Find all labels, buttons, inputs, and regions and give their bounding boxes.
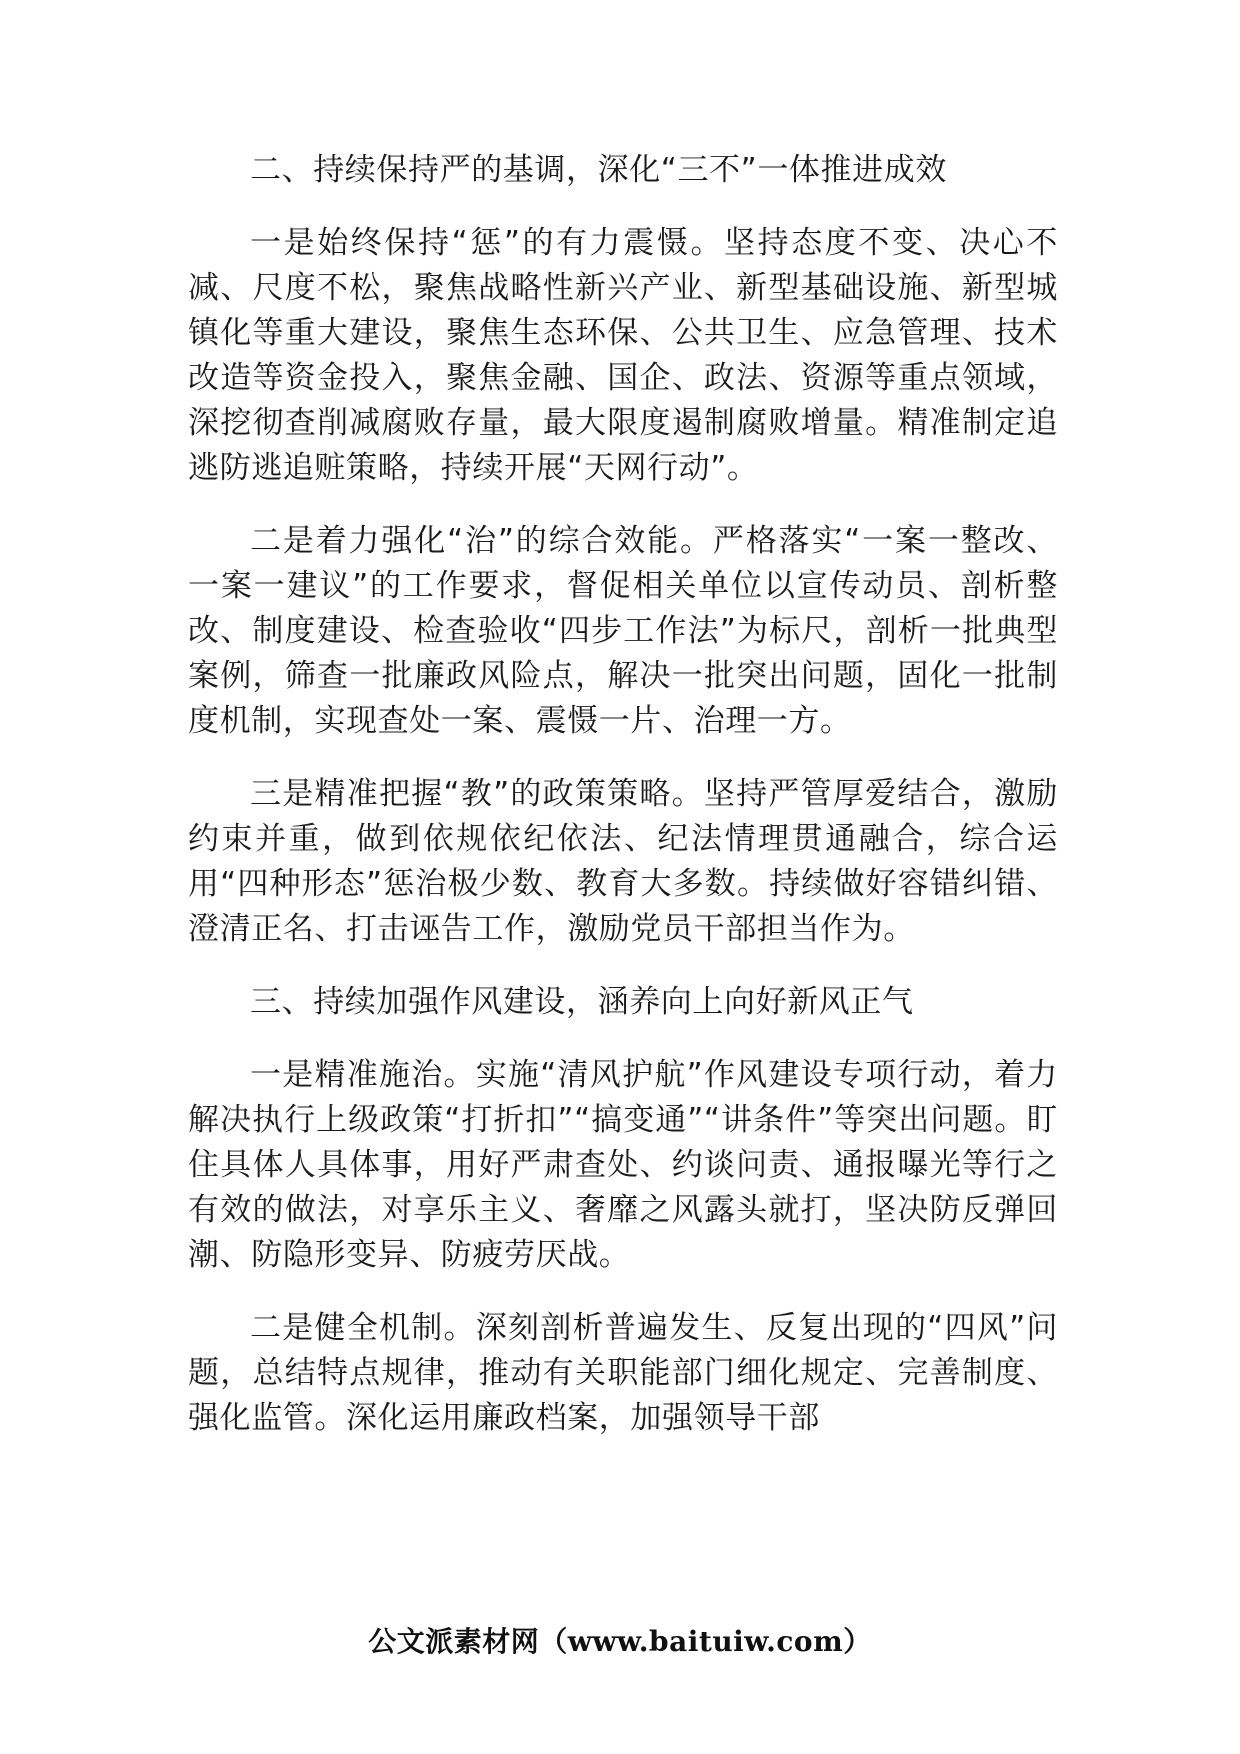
paragraph-precise-treatment: 一是精准施治。实施“清风护航”作风建设专项行动，着力解决执行上级政策“打折扣”“搞变通”“讲条件”等突出问题。盯住具体人具体事，用好严肃查处、约谈问责、通报曝光等行之有效的做法，对享乐主义、奢靡之风露头就打，坚决防反弹回潮、防隐形变异、防疲劳厌战。 [188,1057,1058,1273]
document-body [188,148,1058,1469]
footer-watermark: 公文派素材网（www.baituiw.com） [368,1625,872,1658]
paragraph-govern: 二是着力强化“治”的综合效能。严格落实“一案一整改、一案一建议”的工作要求，督促相关单位以宣传动员、剖析整改、制度建设、检查验收“四步工作法”为标尺，剖析一批典型案例，筛查一批廉政风险点，解决一批突出问题，固化一批制度机制，实现查处一案、震慑一片、治理一方。 [188,523,1058,739]
paragraph-improve-mechanism: 二是健全机制。深刻剖析普遍发生、反复出现的“四风”问题，总结特点规律，推动有关职能部门细化规定、完善制度、强化监管。深化运用廉政档案，加强领导干部 [188,1310,1058,1436]
section-heading-3: 三、持续加强作风建设，涵养向上向好新风正气 [250,984,914,1020]
paragraph-educate: 三是精准把握“教”的政策策略。坚持严管厚爱结合，激励约束并重，做到依规依纪依法、纪法情理贯通融合，综合运用“四种形态”惩治极少数、教育大多数。持续做好容错纠错、澄清正名、打击诬告工作，激励党员干部担当作为。 [188,776,1058,947]
section-heading-2: 二、持续保持严的基调，深化“三不”一体推进成效 [250,152,947,188]
paragraph-punish: 一是始终保持“惩”的有力震慑。坚持态度不变、决心不减、尺度不松，聚焦战略性新兴产业、新型基础设施、新型城镇化等重大建设，聚焦生态环保、公共卫生、应急管理、技术改造等资金投入，聚焦金融、国企、政法、资源等重点领域，深挖彻查削减腐败存量，最大限度遏制腐败增量。精准制定追逃防逃追赃策略，持续开展“天网行动”。 [188,225,1058,486]
